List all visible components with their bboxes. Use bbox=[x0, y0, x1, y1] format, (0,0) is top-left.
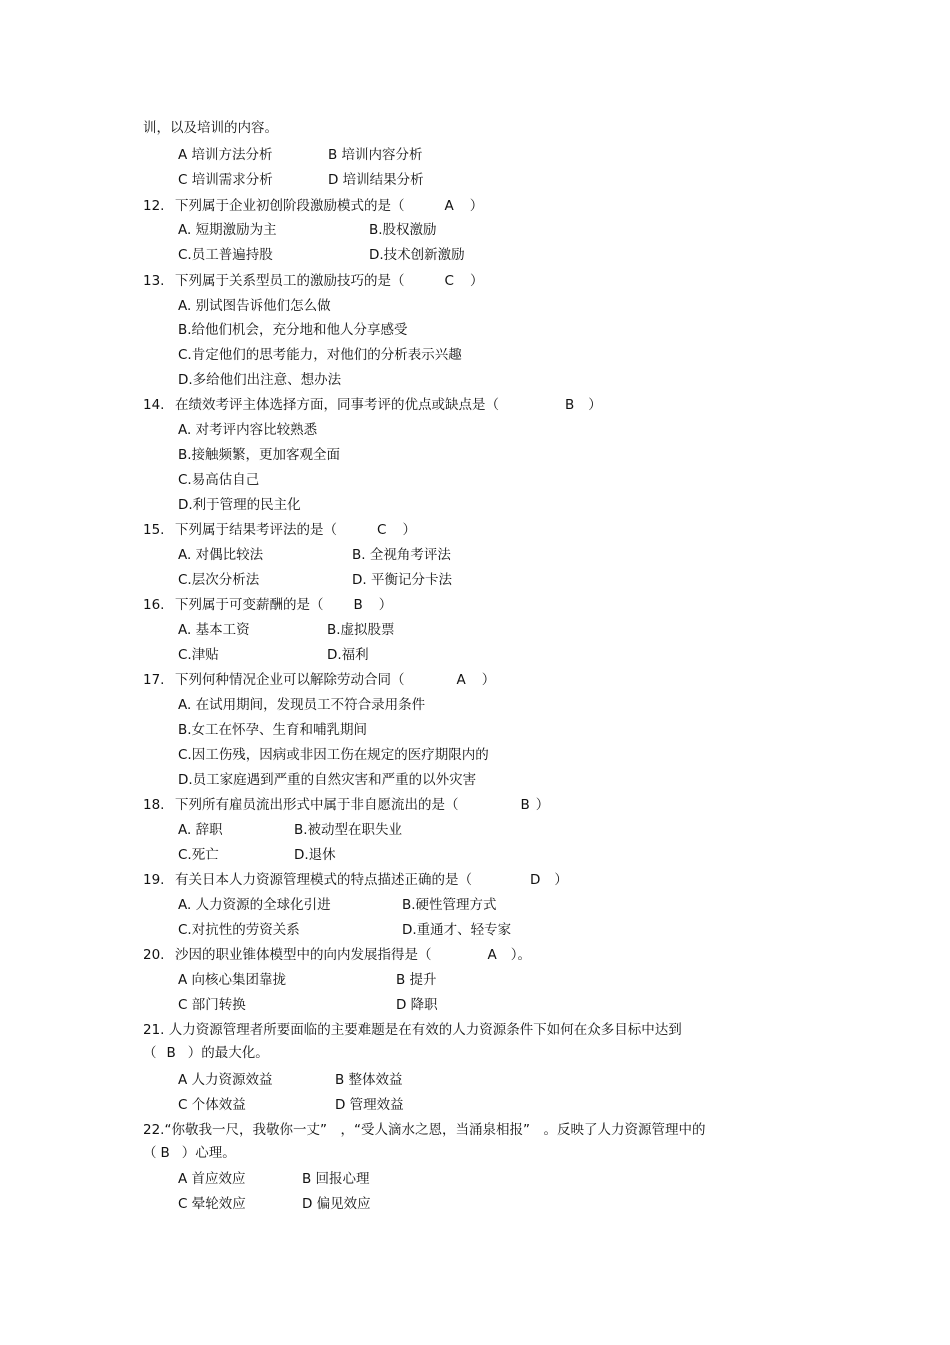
q13-option-c: C.肯定他们的思考能力，对他们的分析表示兴趣 bbox=[178, 347, 462, 363]
answer-letter: A bbox=[444, 198, 454, 214]
question-number: 12. bbox=[143, 198, 165, 214]
question-stem: 下列何种情况企业可以解除劳动合同（ bbox=[175, 672, 405, 688]
question-15 bbox=[143, 521, 416, 539]
question-13 bbox=[143, 272, 483, 290]
question-21: 21. 人力资源管理者所要面临的主要难题是在有效的人力资源条件下如何在众多目标中达到 bbox=[143, 1022, 682, 1038]
close-paren: ） bbox=[469, 273, 484, 289]
q16-option-b: B.虚拟股票 bbox=[327, 622, 395, 638]
question-stem: 下列属于关系型员工的激励技巧的是（ bbox=[175, 273, 405, 289]
question-19 bbox=[143, 871, 568, 889]
question-22: 22.“你敬我一尺，我敬你一丈” ，“受人滴水之恩，当涌泉相报” 。反映了人力资源管理中的 bbox=[143, 1122, 706, 1138]
q17-option-a: A. 在试用期间，发现员工不符合录用条件 bbox=[178, 697, 426, 713]
question-number: 15. bbox=[143, 522, 165, 538]
question-21-continuation bbox=[143, 1044, 269, 1062]
q20-option-c: C 部门转换 bbox=[178, 997, 246, 1013]
answer-letter: A bbox=[487, 947, 497, 963]
q14-option-c: C.易高估自己 bbox=[178, 472, 260, 488]
q20-option-a: A 向核心集团靠拢 bbox=[178, 972, 287, 988]
q18-option-c: C.死亡 bbox=[178, 847, 219, 863]
question-number: 20. bbox=[143, 947, 165, 963]
answer-letter: A bbox=[456, 672, 466, 688]
q19-option-a: A. 人力资源的全球化引进 bbox=[178, 897, 331, 913]
q17-option-b: B.女工在怀孕、生育和哺乳期间 bbox=[178, 722, 368, 738]
q14-option-a: A. 对考评内容比较熟悉 bbox=[178, 422, 318, 438]
q13-option-b: B.给他们机会，充分地和他人分享感受 bbox=[178, 322, 408, 338]
q19-option-c: C.对抗性的劳资关系 bbox=[178, 922, 300, 938]
answer-letter: B bbox=[520, 797, 530, 813]
q18-option-d: D.退休 bbox=[294, 847, 336, 863]
answer-letter: B bbox=[160, 1145, 170, 1161]
question-stem: 下列所有雇员流出形式中属于非自愿流出的是（ bbox=[175, 797, 459, 813]
q11-option-a: A 培训方法分析 bbox=[178, 147, 273, 163]
q16-option-d: D.福利 bbox=[327, 647, 369, 663]
q18-option-b: B.被动型在职失业 bbox=[294, 822, 403, 838]
q22-option-d: D 偏见效应 bbox=[302, 1196, 371, 1212]
close-paren: ） bbox=[402, 522, 416, 538]
q14-option-b: B.接触频繁，更加客观全面 bbox=[178, 447, 341, 463]
question-12 bbox=[143, 197, 483, 215]
close-paren: ） bbox=[535, 797, 550, 813]
q22-option-b: B 回报心理 bbox=[302, 1171, 370, 1187]
q12-option-b: B.股权激励 bbox=[369, 222, 437, 238]
question-20 bbox=[143, 946, 531, 964]
close-paren: ） bbox=[588, 397, 602, 413]
q20-option-d: D 降职 bbox=[396, 997, 438, 1013]
answer-letter: C bbox=[444, 273, 454, 289]
q21-option-d: D 管理效益 bbox=[335, 1097, 404, 1113]
question-11-tail: 训，以及培训的内容。 bbox=[143, 120, 278, 136]
answer-letter: B bbox=[353, 597, 363, 613]
question-stem: 在绩效考评主体选择方面，同事考评的优点或缺点是（ bbox=[175, 397, 499, 413]
q20-option-b: B 提升 bbox=[396, 972, 437, 988]
question-number: 13. bbox=[143, 273, 165, 289]
close-paren: ）。 bbox=[510, 947, 531, 963]
question-14 bbox=[143, 396, 602, 414]
q15-option-c: C.层次分析法 bbox=[178, 572, 260, 588]
q12-option-a: A. 短期激励为主 bbox=[178, 222, 277, 238]
answer-letter: B bbox=[166, 1045, 176, 1061]
close-paren: ） bbox=[469, 198, 484, 214]
question-number: 14. bbox=[143, 397, 165, 413]
question-number: 18. bbox=[143, 797, 165, 813]
question-18 bbox=[143, 796, 549, 814]
answer-letter: C bbox=[377, 522, 387, 538]
q21-option-c: C 个体效益 bbox=[178, 1097, 246, 1113]
q11-option-d: D 培训结果分析 bbox=[328, 172, 424, 188]
q19-option-b: B.硬性管理方式 bbox=[402, 897, 497, 913]
question-tail: ）的最大化。 bbox=[187, 1045, 269, 1061]
question-stem: 下列属于企业初创阶段激励模式的是（ bbox=[175, 198, 405, 214]
q21-option-b: B 整体效益 bbox=[335, 1072, 403, 1088]
q16-option-c: C.津贴 bbox=[178, 647, 219, 663]
question-number: 17. bbox=[143, 672, 165, 688]
q15-option-d: D. 平衡记分卡法 bbox=[352, 572, 452, 588]
answer-letter: D bbox=[530, 872, 541, 888]
q15-option-a: A. 对偶比较法 bbox=[178, 547, 264, 563]
q11-option-b: B 培训内容分析 bbox=[328, 147, 423, 163]
question-tail: ）心理。 bbox=[181, 1145, 236, 1161]
q17-option-d: D.员工家庭遇到严重的自然灾害和严重的以外灾害 bbox=[178, 772, 477, 788]
question-number: 19. bbox=[143, 872, 165, 888]
q13-option-d: D.多给他们出注意、想办法 bbox=[178, 372, 342, 388]
q18-option-a: A. 辞职 bbox=[178, 822, 223, 838]
q12-option-c: C.员工普遍持股 bbox=[178, 247, 273, 263]
question-stem: 沙因的职业锥体模型中的向内发展指得是（ bbox=[175, 947, 432, 963]
q15-option-b: B. 全视角考评法 bbox=[352, 547, 451, 563]
question-17 bbox=[143, 671, 495, 689]
question-number: 16. bbox=[143, 597, 165, 613]
close-paren: ） bbox=[554, 872, 568, 888]
q14-option-d: D.利于管理的民主化 bbox=[178, 497, 301, 513]
q19-option-d: D.重通才、轻专家 bbox=[402, 922, 512, 938]
question-stem: 有关日本人力资源管理模式的特点描述正确的是（ bbox=[175, 872, 472, 888]
close-paren: ） bbox=[378, 597, 393, 613]
question-22-continuation bbox=[143, 1144, 236, 1162]
q22-option-c: C 晕轮效应 bbox=[178, 1196, 246, 1212]
q12-option-d: D.技术创新激励 bbox=[369, 247, 465, 263]
question-stem: 下列属于结果考评法的是（ bbox=[175, 522, 337, 538]
question-stem: 下列属于可变薪酬的是（ bbox=[175, 597, 324, 613]
q17-option-c: C.因工伤残，因病或非因工伤在规定的医疗期限内的 bbox=[178, 747, 489, 763]
question-16 bbox=[143, 596, 392, 614]
q21-option-a: A 人力资源效益 bbox=[178, 1072, 273, 1088]
q22-option-a: A 首应效应 bbox=[178, 1171, 246, 1187]
close-paren: ） bbox=[481, 672, 496, 688]
q11-option-c: C 培训需求分析 bbox=[178, 172, 273, 188]
open-paren: （ bbox=[143, 1145, 157, 1161]
open-paren: （ bbox=[143, 1045, 157, 1061]
q13-option-a: A. 别试图告诉他们怎么做 bbox=[178, 298, 331, 314]
q16-option-a: A. 基本工资 bbox=[178, 622, 250, 638]
answer-letter: B bbox=[565, 397, 575, 413]
